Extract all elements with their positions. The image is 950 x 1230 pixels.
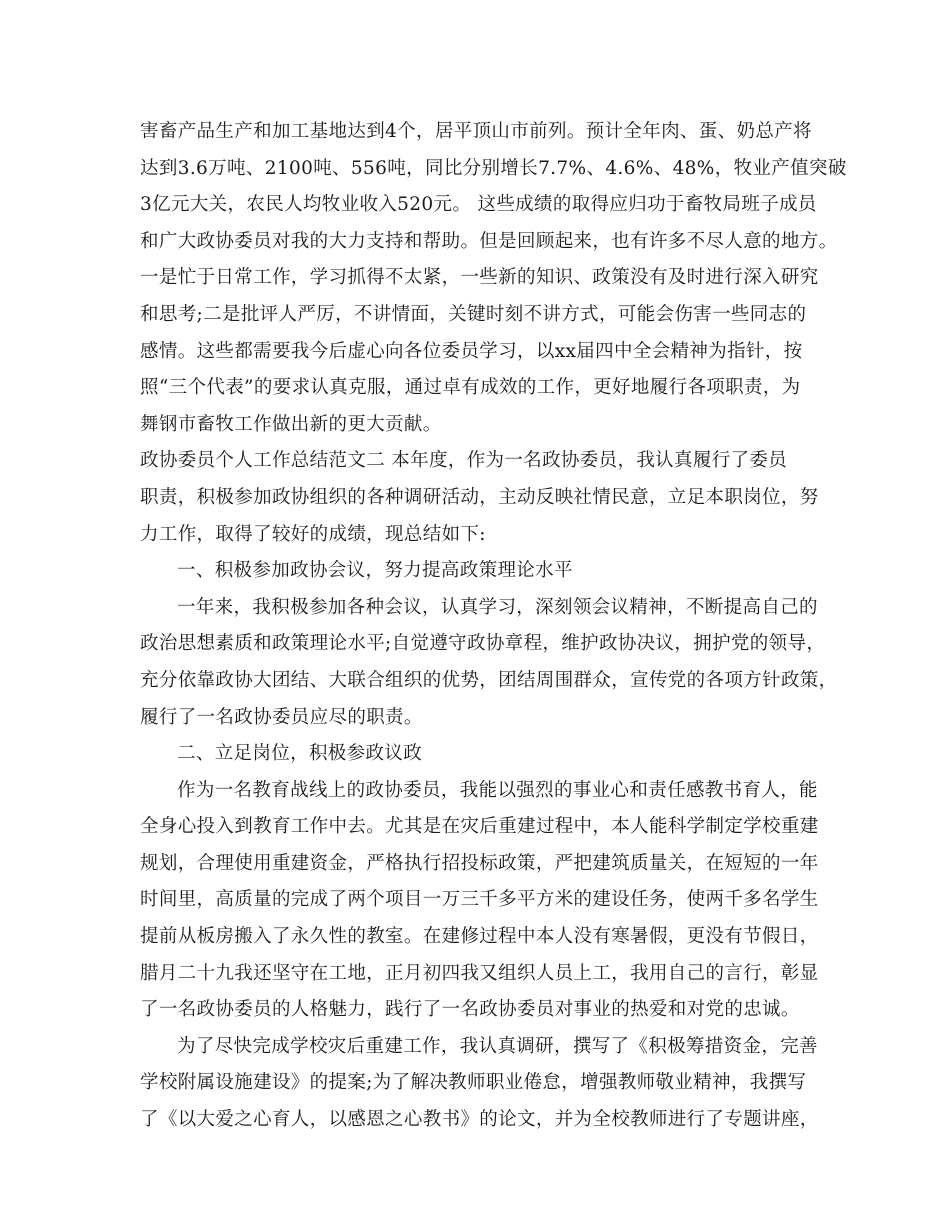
text-line: 3亿元大关，农民人均牧业收入520元。 这些成绩的取得应归功于畜牧局班子成员 [140, 194, 817, 216]
text-line: 和广大政协委员对我的大力支持和帮助。但是回顾起来，也有许多不尽人意的地方。 [140, 230, 838, 252]
text-line: 履行了一名政协委员应尽的职责。 [140, 706, 423, 728]
text-line: 了《以大爱之心育人，以感恩之心教书》的论文，并为全校教师进行了专题讲座， [140, 1109, 819, 1131]
document-body [140, 114, 847, 1139]
text-line: 规划，合理使用重建资金，严格执行招投标政策，严把建筑质量关，在短短的一年 [140, 852, 819, 874]
text-line: 腊月二十九我还坚守在工地，正月初四我又组织人员上工，我用自己的言行，彰显 [140, 962, 819, 984]
section-heading: 一、积极参加政协会议，努力提高政策理论水平 [177, 560, 573, 582]
section-heading: 二、立足岗位，积极参政议政 [177, 743, 423, 765]
text-line: 提前从板房搬入了永久性的教室。在建修过程中本人没有寒暑假，更没有节假日， [140, 926, 819, 948]
text-line: 时间里，高质量的完成了两个项目一万三千多平方米的建设任务，使两千多名学生 [140, 889, 819, 911]
text-line: 达到3.6万吨、2100吨、556吨，同比分别增长7.7%、4.6%、48%，牧业产值突破 [140, 157, 847, 179]
text-line: 一年来，我积极参加各种会议，认真学习，深刻领会议精神，不断提高自己的 [177, 596, 818, 618]
text-line: 政治思想素质和政策理论水平;自觉遵守政协章程，维护政协决议，拥护党的领导， [140, 633, 826, 655]
text-line: 充分依靠政协大团结、大联合组织的优势，团结周围群众，宣传党的各项方针政策， [140, 669, 838, 691]
text-line: 一是忙于日常工作，学习抓得不太紧，一些新的知识、政策没有及时进行深入研究 [140, 267, 819, 289]
text-line: 力工作，取得了较好的成绩，现总结如下: [140, 523, 486, 545]
text-line: 为了尽快完成学校灾后重建工作，我认真调研，撰写了《积极筹措资金，完善 [177, 1035, 818, 1057]
text-line: 了一名政协委员的人格魅力，践行了一名政协委员对事业的热爱和对党的忠诚。 [140, 999, 800, 1021]
text-line: 舞钢市畜牧工作做出新的更大贡献。 [140, 413, 442, 435]
text-line: 照“三个代表”的要求认真克服，通过卓有成效的工作，更好地履行各项职责，为 [140, 377, 801, 399]
text-line: 和思考;二是批评人严厉，不讲情面，关键时刻不讲方式，可能会伤害一些同志的 [140, 303, 807, 325]
text-line: 职责，积极参加政协组织的各种调研活动，主动反映社情民意，立足本职岗位，努 [140, 486, 819, 508]
text-line: 感情。这些都需要我今后虚心向各位委员学习，以xx届四中全会精神为指针，按 [140, 340, 803, 362]
section-title-line: 政协委员个人工作总结范文二 本年度，作为一名政协委员，我认真履行了委员 [140, 450, 788, 472]
text-line: 全身心投入到教育工作中去。尤其是在灾后重建过程中，本人能科学制定学校重建 [140, 816, 819, 838]
text-line: 作为一名教育战线上的政协委员，我能以强烈的事业心和责任感教书育人，能 [177, 779, 818, 801]
text-line: 学校附属设施建设》的提案;为了解决教师职业倦怠，增强教师敬业精神，我撰写 [140, 1072, 807, 1094]
text-line: 害畜产品生产和加工基地达到4个，居平顶山市前列。预计全年肉、蛋、奶总产将 [140, 121, 812, 142]
